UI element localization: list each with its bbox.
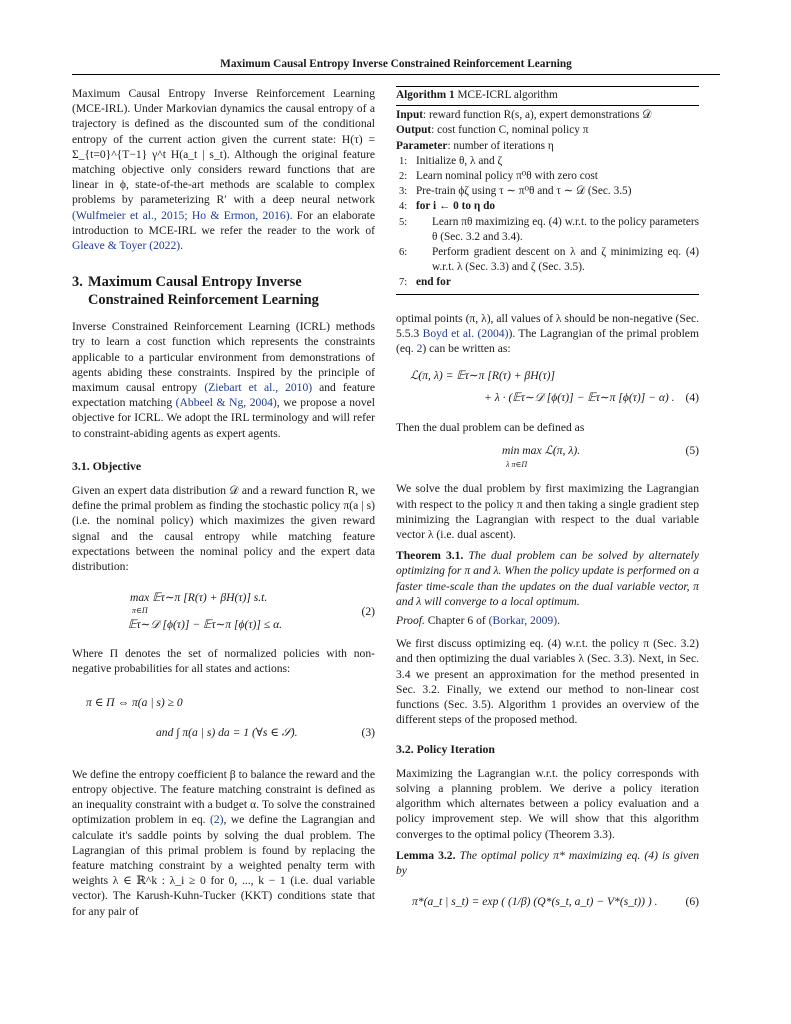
citation-gleave[interactable]: Gleave & Toyer (2022) — [72, 239, 181, 253]
right-column — [396, 86, 699, 922]
section-3-title: 3. Maximum Causal Entropy Inverse Constrained Reinforcement Learning — [72, 274, 319, 309]
subsection-3-2-title: 3.2. Policy Iteration — [396, 741, 495, 756]
citation-ziebart[interactable]: (Ziebart et al., 2010) — [204, 381, 313, 395]
entropy-paragraph: We define the entropy coefficient β to balance the reward and the entropy objective. The feature matching constraint is defined as an inequality constraint with a budget α. To solve the constrained optimization problem in eq. (2), we define the Lagrangian and calculate it's saddle points by solving the dual problem. The Lagrangian of this primal problem is found by replacing the feature matching constraint by a weighted penalty term with weights λ ∈ ℝ^k : λ_i ≥ 0 for 0, ..., k − 1 (i.e. dual variable vector). The Karush-Kuhn-Tucker (KKT) conditions state that for any pair of — [72, 767, 375, 918]
objective-paragraph: Given an expert data distribution 𝒟 and a reward function R, we define the primal problem as finding the stochastic policy π(a | s) (i.e. the nominal policy) which maximizes the given reward signal and the causal entropy while matching feature expectations between the nominal policy and the expert data distribution: — [72, 484, 375, 574]
solve-paragraph: We solve the dual problem by first maximizing the Lagrangian with respect to the policy π and then taking a single gradient step minimizing the Lagrangian with respect to the dual variable vector λ (i.e. dual ascent). — [396, 482, 699, 542]
discuss-paragraph: We first discuss optimizing eq. (4) w.r.t. the policy π (Sec. 3.2) and then optimizing the dual variables λ (Sec. 3.3). Next, in Sec. 3.4 we present an approximation for the method presented in Sec. 3.2. Finally, we extend our method to non-linear cost functions (Sec. 3.5). Algorithm 1 provides an overview of the different steps of the proposed method. — [396, 637, 699, 727]
intro-paragraph: Maximum Causal Entropy Inverse Reinforcement Learning (MCE-IRL). Under Markovian dynamics the causal entropy of a trajectory is defined as the discounted sum of the conditional entropy of the current action given the current state: H(τ) = Σ_{t=0}^{T−1} γ^t H(a_t | s_t). Although the original feature matching objective only considers reward functions that are linear in ϕ, state-of-the-art methods are scalable to complex problems by parameterizing R′ with a deep neural network (Wulfmeier et al., 2015; Ho & Ermon, 2016). For an elaborate introduction to MCE-IRL we refer the reader to the work of Gleave & Toyer (2022). — [72, 87, 376, 253]
citation-boyd[interactable]: Boyd et al. (2004) — [422, 326, 509, 340]
citation-borkar[interactable]: (Borkar, 2009) — [488, 614, 558, 628]
algorithm-output: Output: cost function C, nominal policy π — [396, 124, 589, 137]
lemma-3-2: Lemma 3.2. The optimal policy π* maximizing eq. (4) is given by — [396, 848, 700, 877]
proof: Proof. Chapter 6 of (Borkar, 2009). — [396, 614, 560, 628]
header-rule — [72, 74, 720, 75]
policy-paragraph: Maximizing the Lagrangian w.r.t. the policy corresponds with solving a planning problem. We derive a policy iteration algorithm which alternates between a policy evaluation and a policy improvement step. We will show that this algorithm converges to the optimal policy (Theorem 3.3). — [396, 766, 699, 841]
algorithm-line-1: 1: Initialize θ, λ and ζ — [399, 154, 503, 167]
subsection-3-1-title: 3.1. Objective — [72, 458, 142, 473]
algorithm-input: Input: reward function R(s, a), expert demonstrations 𝒟 — [396, 109, 652, 122]
equation-6: π*(a_t | s_t) = exp ( (1/β) (Q*(s_t, a_t) − V*(s_t)) ) . (6) — [412, 895, 699, 909]
equation-5: min max ℒ(π, λ). λ π∈Π (5) — [502, 444, 699, 470]
equation-ref-2[interactable]: (2) — [210, 813, 224, 827]
running-header: Maximum Causal Entropy Inverse Constrained Reinforcement Learning — [220, 58, 572, 70]
theorem-3-1: Theorem 3.1. The dual problem can be solved by alternately optimizing for π and λ. When the policy update is performed on a faster time-scale than the updates on the dual variable vector, π and λ will converge to a local optimum. — [396, 549, 699, 608]
equation-4: ℒ(π, λ) = 𝔼τ∼π [R(τ) + βH(τ)] + λ · (𝔼τ∼𝒟 [ϕ(τ)] − 𝔼τ∼π [ϕ(τ)] − α) . (4) — [410, 369, 699, 405]
equation-ref-2b[interactable]: 2 — [416, 342, 423, 356]
citation-wulfmeier-ho[interactable]: (Wulfmeier et al., 2015; Ho & Ermon, 2016) — [72, 208, 290, 222]
left-column — [72, 86, 375, 919]
algorithm-1-box — [396, 86, 699, 295]
kkt-paragraph: optimal points (π, λ), all values of λ should be non-negative (Sec. 5.5.3 Boyd et al. (2004)). The Lagrangian of the primal problem (eq. 2) can be written as: — [396, 311, 700, 356]
algorithm-line-4: 4: for i ← 0 to η do — [399, 200, 496, 213]
citation-abbeel[interactable]: (Abbeel & Ng, 2004) — [175, 396, 277, 410]
algorithm-line-2: 2: Learn nominal policy π⁰θ with zero cost — [399, 170, 598, 183]
dual-intro: Then the dual problem can be defined as — [396, 421, 585, 435]
section-3-paragraph: Inverse Constrained Reinforcement Learning (ICRL) methods try to learn a cost function which represents the constraints applicable to a particular environment from demonstrations of agents abiding these constraints. Inspired by the principle of maximum causal entropy (Ziebart et al., 2010) and feature expectation matching (Abbeel & Ng, 2004), we propose a novel objective for ICRL. We adopt the IRL terminology and will refer to constraint-abiding agents as expert agents. — [72, 320, 375, 440]
algorithm-line-5: 5: Learn πθ maximizing eq. (4) w.r.t. to the policy parameters θ (Sec. 3.2 and 3.4). — [399, 215, 699, 243]
algorithm-line-6: 6: Perform gradient descent on λ and ζ minimizing eq. (4) w.r.t. λ (Sec. 3.3) and ζ (Sec. 3.5). — [399, 246, 699, 274]
algorithm-line-7: 7: end for — [399, 276, 451, 289]
algorithm-title: Algorithm 1 MCE-ICRL algorithm — [396, 87, 699, 106]
equation-2: max 𝔼τ∼π [R(τ) + βH(τ)] s.t. π∈Π 𝔼τ∼𝒟 [ϕ(τ)] − 𝔼τ∼π [ϕ(τ)] ≤ α. (2) — [128, 591, 375, 632]
equation-3: π ∈ Π ⇔ π(a | s) ≥ 0 and ∫ π(a | s) da = 1 (∀s ∈ 𝒮). (3) — [86, 695, 375, 739]
algorithm-parameter: Parameter: number of iterations η — [396, 139, 554, 152]
algorithm-line-3: 3: Pre-train ϕζ using τ ∼ π⁰θ and τ ∼ 𝒟 (Sec. 3.5) — [399, 185, 632, 198]
where-paragraph: Where Π denotes the set of normalized policies with non-negative probabilities for all states and actions: — [72, 647, 375, 676]
